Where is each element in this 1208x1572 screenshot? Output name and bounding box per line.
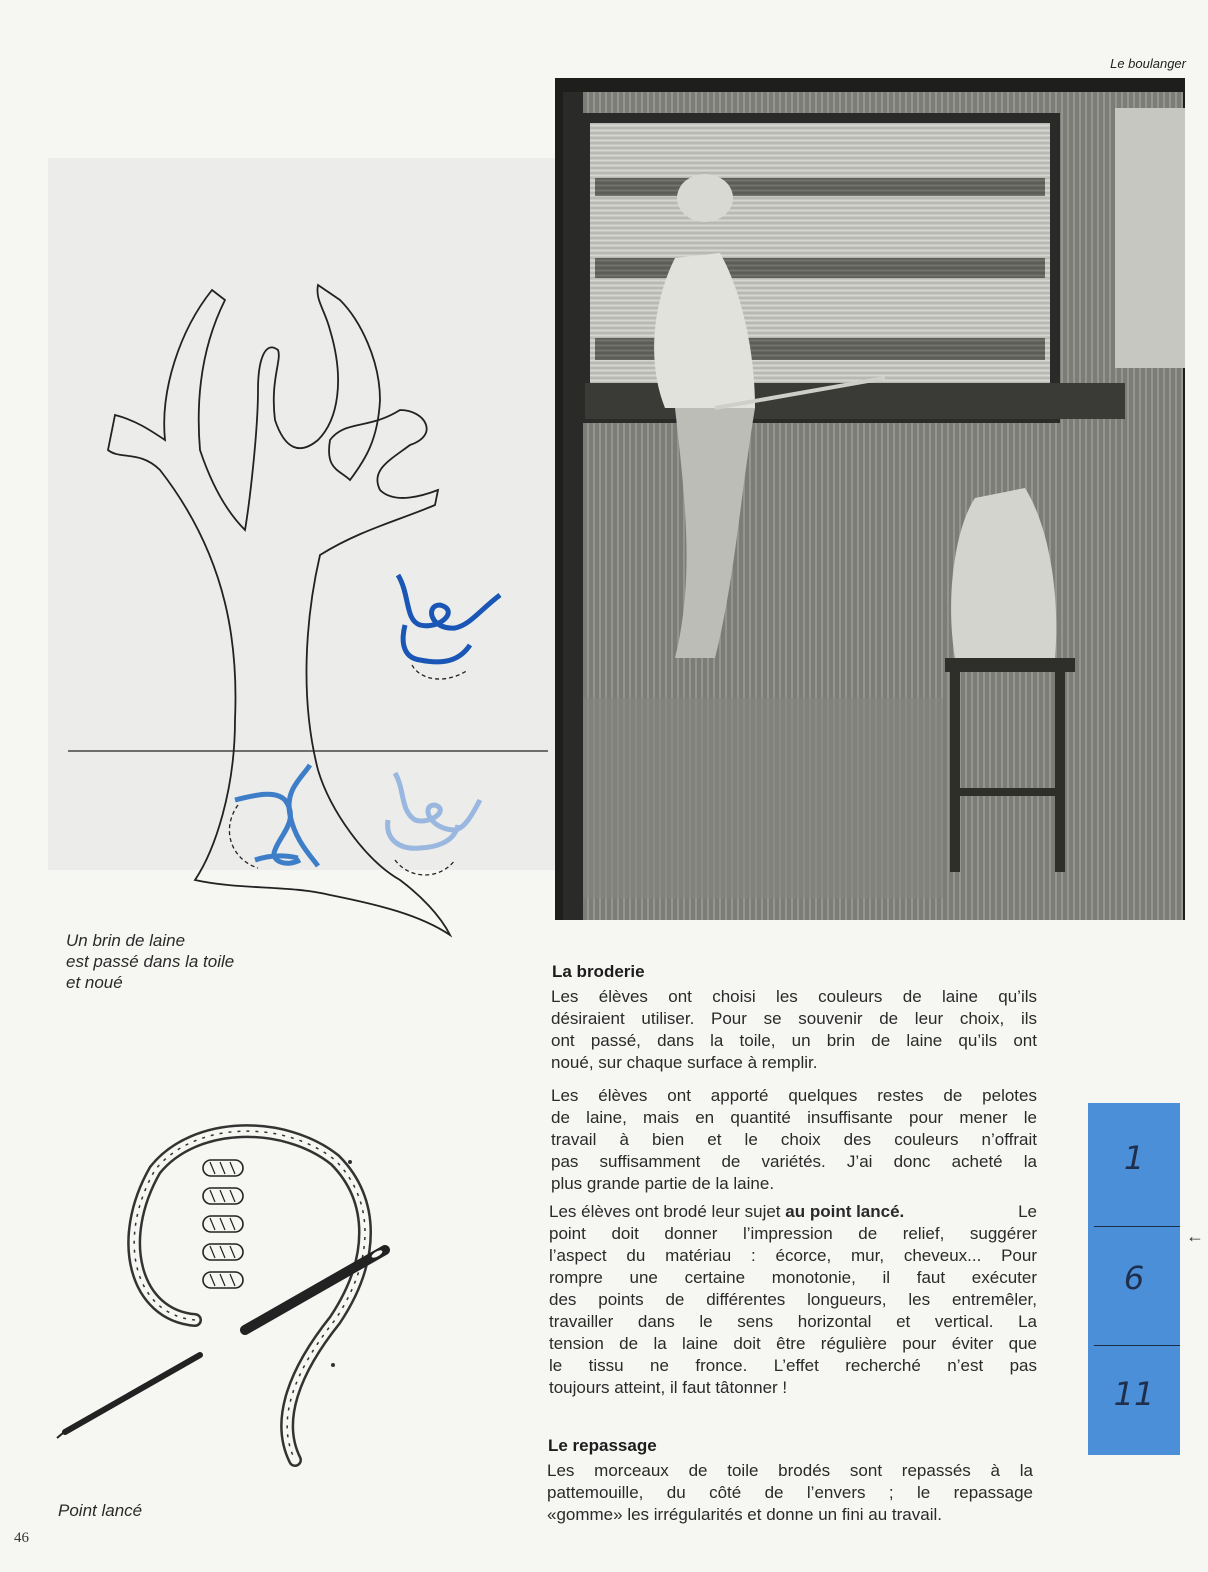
paragraph-broderie-2 — [551, 1085, 1037, 1195]
text-run: Les élèves ont brodé leur sujet — [549, 1202, 786, 1221]
text-line: plus grande partie de la laine. — [551, 1174, 775, 1193]
text-line: travail à bien et le choix des couleurs n’offrait — [551, 1130, 1037, 1149]
text-line: toujours atteint, il faut tâtonner ! — [549, 1378, 788, 1397]
text-line: «gomme» les irrégularités et donne un fini au travail. — [547, 1505, 942, 1524]
text-line: Les élèves ont choisi les couleurs de laine qu’ils — [551, 987, 1037, 1006]
text-line: travailler dans le sens horizontal et vertical. La — [549, 1312, 1037, 1331]
stitch-illustration — [55, 1120, 415, 1480]
tab-number: 11 — [1113, 1375, 1155, 1413]
page-number: 46 — [14, 1530, 29, 1546]
text-line-mixed — [549, 1201, 1037, 1223]
tab-number: 6 — [1123, 1259, 1145, 1297]
bold-text-point-lance: au point lancé. — [785, 1202, 905, 1221]
tree-illustration — [48, 270, 548, 950]
knot-medium-blue-icon — [229, 765, 318, 868]
text-line: noué, sur chaque surface à remplir. — [551, 1053, 818, 1072]
side-tab — [1088, 1103, 1180, 1455]
tree-caption-line: est passé dans la toile — [66, 952, 235, 971]
knot-dark-blue-icon — [398, 575, 500, 679]
text-line: point doit donner l’impression de relief, suggérer — [549, 1224, 1037, 1243]
text-line: rompre une certaine monotonie, il faut exécuter — [549, 1268, 1037, 1287]
tab-number: 1 — [1123, 1139, 1145, 1177]
text-line: ont passé, dans la toile, un brin de laine qu’ils ont — [551, 1031, 1037, 1050]
running-title: Le boulanger — [1110, 56, 1186, 71]
text-line: pattemouille, du côté de l’envers ; le repassage — [547, 1483, 1033, 1502]
text-line: des points de différentes longueurs, les entremêler, — [549, 1290, 1037, 1309]
tree-caption-line: et noué — [66, 973, 123, 992]
paragraph-broderie-1 — [551, 986, 1037, 1074]
text-line: Les élèves ont apporté quelques restes de pelotes — [551, 1086, 1037, 1105]
tree-caption-line: Un brin de laine — [66, 931, 186, 950]
tapestry-photo — [555, 78, 1185, 920]
text-line: de laine, mais en quantité insuffisante pour mener le — [551, 1108, 1037, 1127]
knot-light-blue-icon — [388, 773, 480, 875]
text-line: pas suffisamment de variétés. J’ai donc acheté la — [551, 1152, 1037, 1171]
text-line: désiraient utiliser. Pour se souvenir de leur choix, ils — [551, 1009, 1037, 1028]
left-arrow-icon: ← — [1186, 1226, 1204, 1246]
tab-divider — [1094, 1345, 1180, 1346]
stitch-caption: Point lancé — [58, 1501, 143, 1520]
paragraph-repassage — [547, 1460, 1033, 1526]
tree-caption — [66, 930, 234, 993]
text-run: Le — [1018, 1202, 1037, 1221]
section-title-broderie: La broderie — [552, 962, 645, 981]
text-line: le tissu ne fronce. L’effet recherché n’est pas — [549, 1356, 1037, 1375]
text-line: l’aspect du matériau : écorce, mur, cheveux... Pour — [549, 1246, 1037, 1265]
text-line: Les morceaux de toile brodés sont repassés à la — [547, 1461, 1033, 1480]
section-title-repassage: Le repassage — [548, 1436, 657, 1455]
text-line: tension de la laine doit être régulière pour éviter que — [549, 1334, 1037, 1353]
paragraph-broderie-3 — [549, 1201, 1037, 1399]
tab-divider — [1094, 1226, 1180, 1227]
